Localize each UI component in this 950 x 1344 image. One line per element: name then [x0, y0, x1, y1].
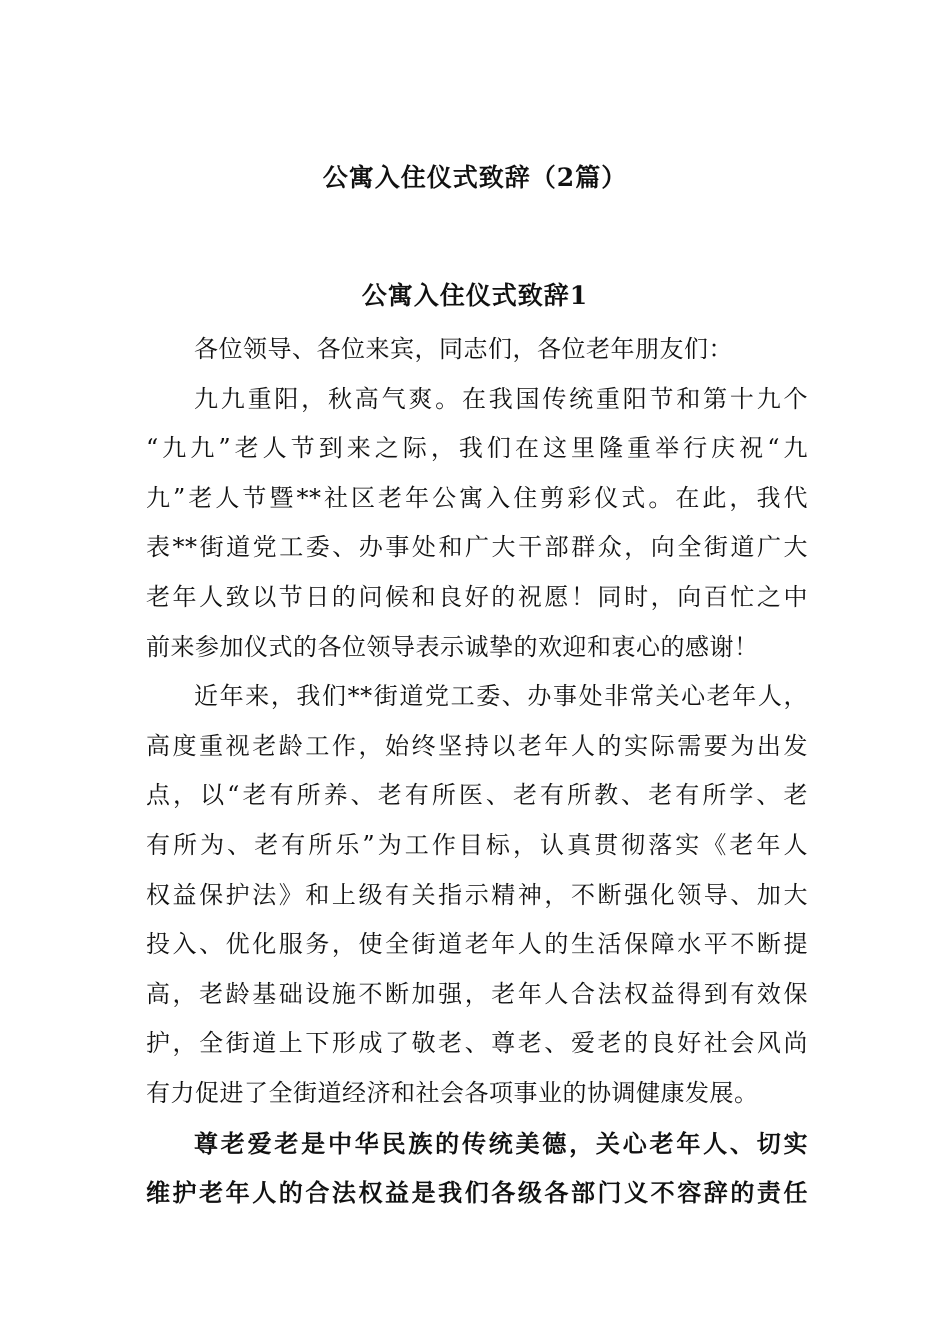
section-title: 公寓入住仪式致辞1 [361, 281, 589, 310]
paragraph-line: 投入、优化服务，使全街道老年人的生活保障水平不断提 [146, 930, 808, 959]
paragraph-line: 近年来，我们**街道党工委、办事处非常关心老年人， [194, 682, 808, 711]
document-body [146, 325, 808, 1218]
paragraph-line: 有力促进了全街道经济和社会各项事业的协调健康发展。 [146, 1078, 759, 1107]
salutation-line: 各位领导、各位来宾，同志们，各位老年朋友们： [194, 335, 733, 363]
paragraph-line: “九九”老人节到来之际，我们在这里隆重举行庆祝“九 [146, 434, 808, 463]
paragraph-line: 前来参加仪式的各位领导表示诚挚的欢迎和衷心的感谢！ [146, 632, 759, 661]
paragraph-line: 表**街道党工委、办事处和广大干部群众，向全街道广大 [146, 533, 808, 562]
paragraph-line: 权益保护法》和上级有关指示精神，不断强化领导、加大 [146, 880, 808, 909]
paragraph-line: 高度重视老龄工作，始终坚持以老年人的实际需要为出发 [146, 731, 808, 760]
paragraph-line: 高，老龄基础设施不断加强，老年人合法权益得到有效保 [146, 979, 808, 1008]
document-title: 公寓入住仪式致辞（2篇） [322, 163, 628, 192]
paragraph-line: 有所为、老有所乐”为工作目标，认真贯彻落实《老年人 [146, 830, 808, 859]
paragraph-line: 九”老人节暨**社区老年公寓入住剪彩仪式。在此，我代 [146, 483, 808, 512]
paragraph-line: 点，以“老有所养、老有所医、老有所教、老有所学、老 [146, 781, 808, 810]
bold-paragraph-line: 维护老年人的合法权益是我们各级各部门义不容辞的责任 [146, 1178, 808, 1208]
paragraph-line: 九九重阳，秋高气爽。在我国传统重阳节和第十九个 [194, 384, 808, 413]
paragraph-line: 老年人致以节日的问候和良好的祝愿！同时，向百忙之中 [146, 582, 808, 611]
paragraph-line: 护，全街道上下形成了敬老、尊老、爱老的良好社会风尚 [146, 1029, 808, 1058]
bold-paragraph-line: 尊老爱老是中华民族的传统美德，关心老年人、切实 [194, 1128, 808, 1158]
